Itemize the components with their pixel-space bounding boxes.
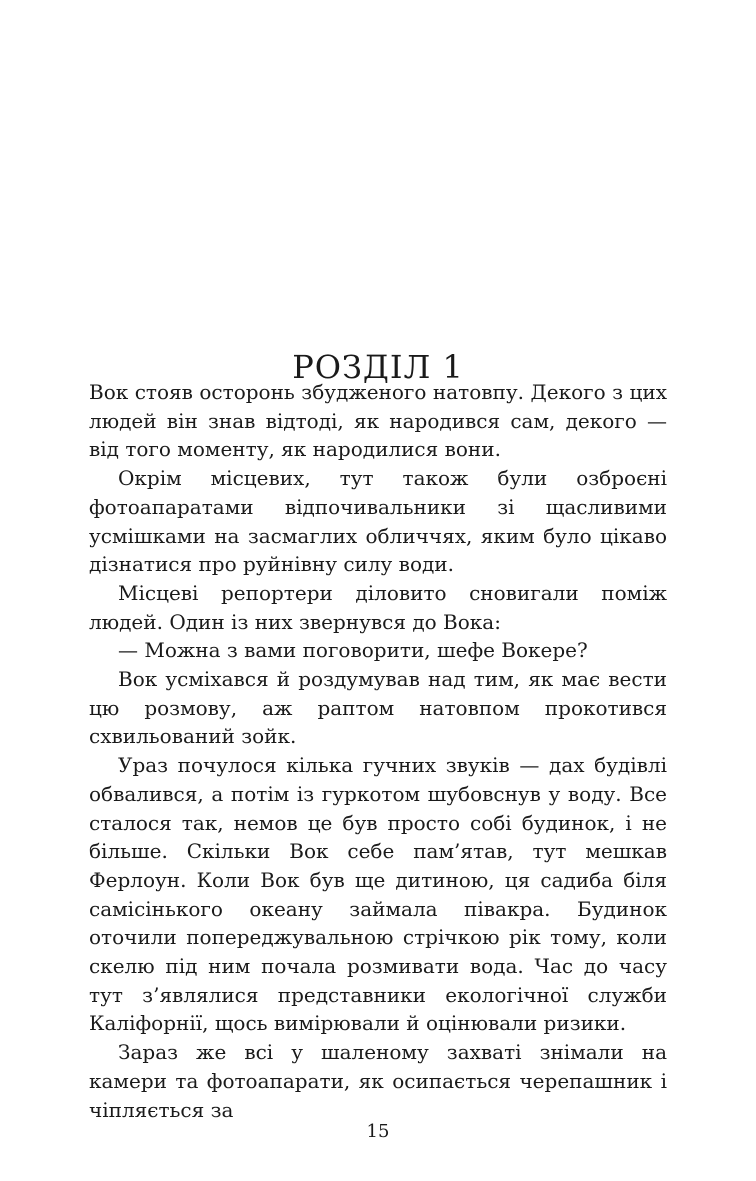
- paragraph-4-dialogue: — Можна з вами поговорити, шефе Вокере?: [118, 638, 588, 663]
- page-number: 15: [366, 1121, 390, 1142]
- paragraph-2: Окрім місцевих, тут також були озброєні фотоапаратами відпочивальники зі щасливими усмішками на засмаглих обличчях, яким було цікаво дізнатися про руйнівну силу води.: [89, 466, 667, 577]
- paragraph-7: Зараз же всі у шаленому захваті знімали на камери та фотоапарати, як осипається черепашник і чіпляється за: [89, 1040, 667, 1122]
- body-text: [89, 378, 667, 1124]
- chapter-title: РОЗДІЛ 1: [292, 348, 464, 387]
- paragraph-3: Місцеві репортери діловито сновигали поміж людей. Один із них звернувся до Вока:: [89, 580, 667, 634]
- paragraph-1: Вок стояв осторонь збудженого натовпу. Декого з цих людей він знав відтоді, як народився сам, декого — від того моменту, як народилися вони.: [89, 380, 667, 462]
- paragraph-6: Ураз почулося кілька гучних звуків — дах будівлі обвалився, а потім із гуркотом шубовснув у воду. Все сталося так, немов це був просто собі будинок, і не більше. Скільки Вок себе пам’ятав, тут мешкав Ферлоун. Коли Вок був ще дитиною, ця садиба біля самісінького океану займала півакра. Будинок оточили попереджувальною стрічкою рік тому, коли скелю під ним почала розмивати вода. Час до часу тут з’являлися представники екологічної служби Каліфорнії, щось вимірювали й оцінювали ризики.: [89, 753, 667, 1036]
- paragraph-5: Вок усміхався й роздумував над тим, як має вести цю розмову, аж раптом натовпом прокотився схвильований зойк.: [89, 667, 667, 749]
